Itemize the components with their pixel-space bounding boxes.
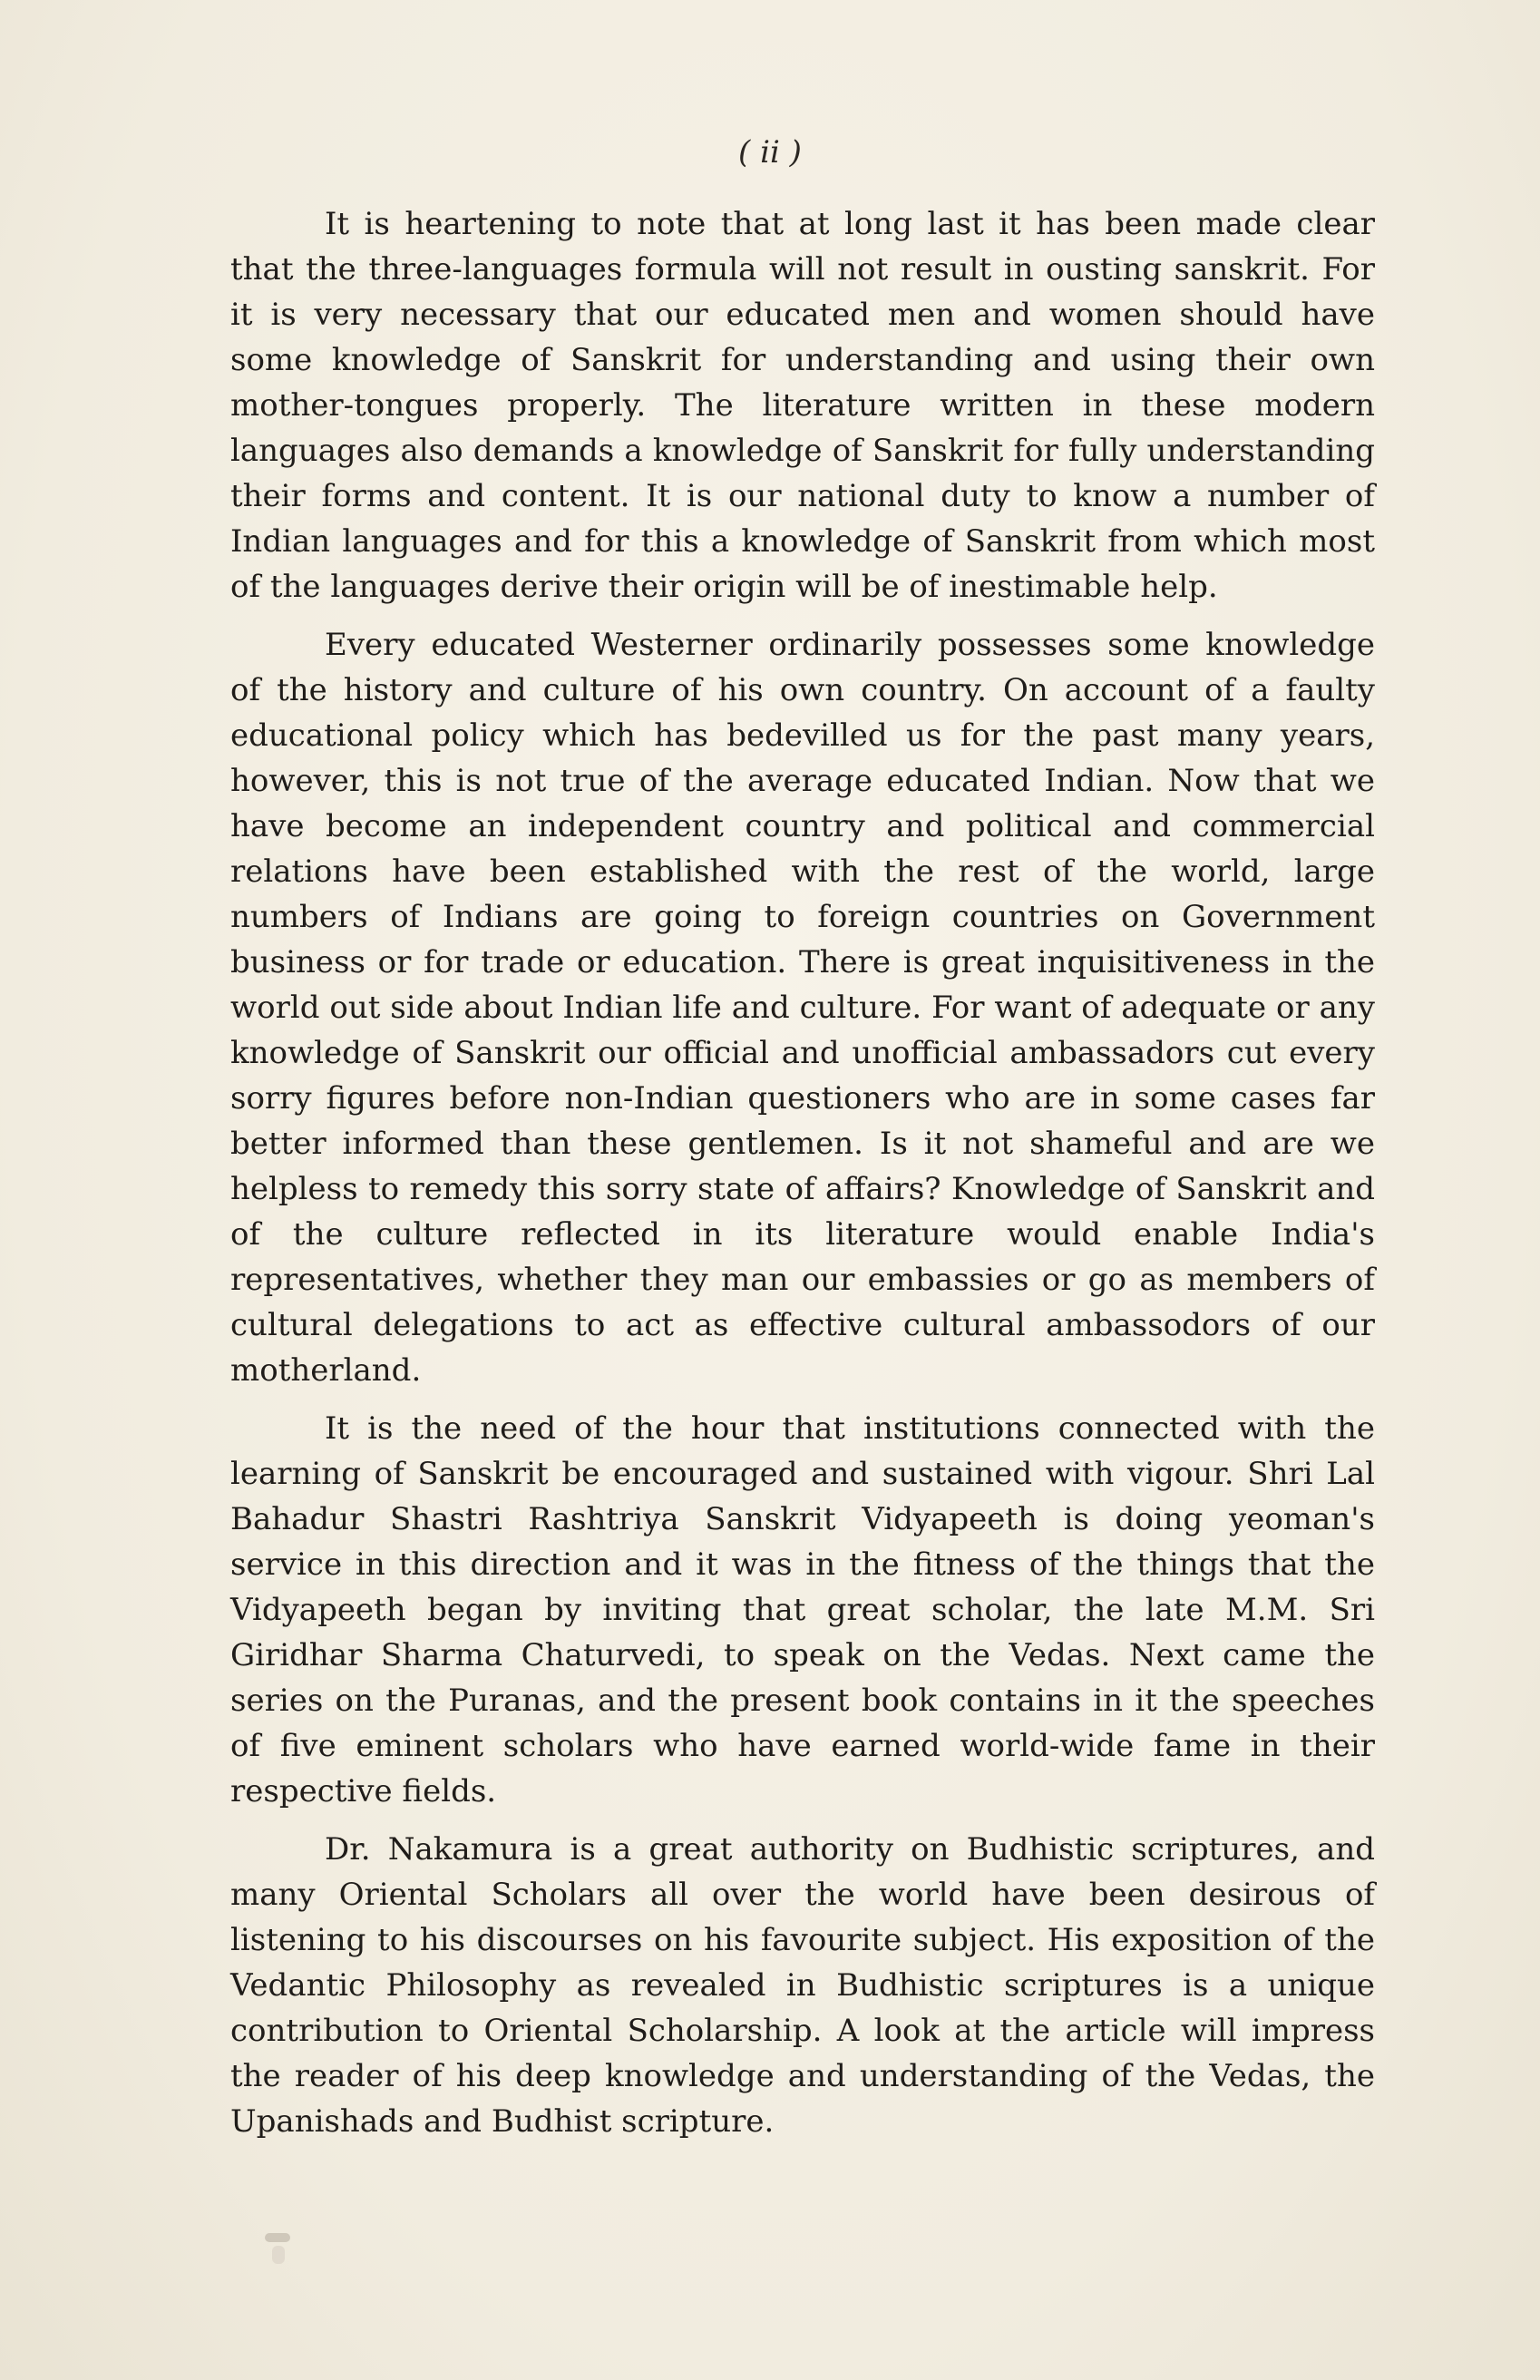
paragraph-3: It is the need of the hour that institutions connected with the learning of Sanskrit be encouraged and sustained with vigour. Shri Lal Bahadur Shastri Rashtriya Sanskrit Vidyapeeth is doing yeoman's service in this direction and it was in the fitness of the things that the Vidyapeeth began by inviting that great scholar, the late M.M. Sri Giridhar Sharma Chaturvedi, to speak on the Vedas. Next came the series on the Puranas, and the present book contains in it the speeches of five eminent scholars who have earned world-wide fame in their respective fields. [230,1410,1375,1809]
page-number: ( ii ) [738,134,802,171]
paragraph-1: It is heartening to note that at long last it has been made clear that the three-languages formula will not result in ousting sanskrit. For it is very necessary that our educated men and women should have some knowledge of Sanskrit for understanding and using their own mother-tongues properly. The literature written in these modern languages also demands a knowledge of Sanskrit for fully understanding their forms and content. It is our national duty to know a number of Indian languages and for this a knowledge of Sanskrit from which most of the languages derive their origin will be of inestimable help. [230,206,1375,605]
paragraph-4: Dr. Nakamura is a great authority on Budhistic scriptures, and many Oriental Scholars all over the world have been desirous of listening to his discourses on his favourite subject. His exposition of the Vedantic Philosophy as revealed in Budhistic scriptures is a unique contribution to Oriental Scholarship. A look at the article will impress the reader of his deep knowledge and understanding of the Vedas, the Upanishads and Budhist scripture. [230,1831,1375,2140]
paragraph-2: Every educated Westerner ordinarily possesses some knowledge of the history and culture of his own country. On account of a faulty educational policy which has bedevilled us for the past many years, however, this is not true of the average educated Indian. Now that we have become an independent country and political and commercial relations have been established with the rest of the world, large numbers of Indians are going to foreign countries on Government business or for trade or education. There is great inquisitiveness in the world out side about Indian life and culture. For want of adequate or any knowledge of Sanskrit our official and unofficial ambassadors cut every sorry figures before non-Indian questioners who are in some cases far better informed than these gentlemen. Is it not shameful and are we helpless to remedy this sorry state of affairs? Knowledge of Sanskrit and of the culture reflected in its literature would enable India's representatives, whether they man our embassies or go as members of cultural delegations to act as effective cultural ambassodors of our motherland. [230,627,1375,1389]
body-text [230,201,1375,2157]
ink-smudge [265,2233,290,2242]
ink-smudge-2 [272,2246,285,2264]
